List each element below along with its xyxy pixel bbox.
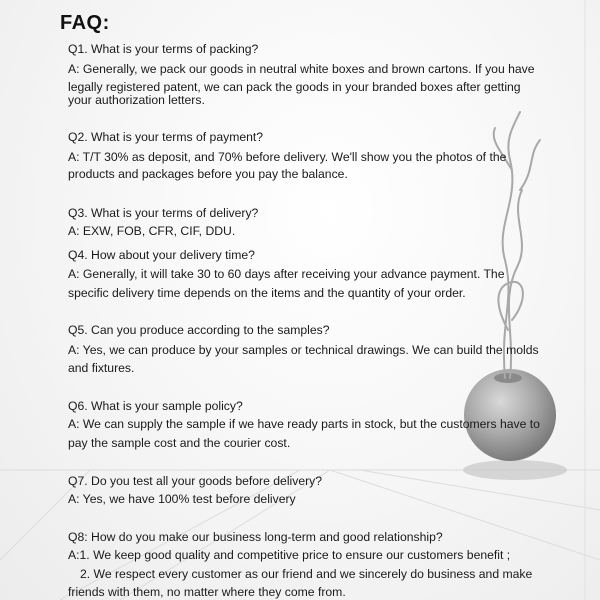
q2-answer-line-2: products and packages before you pay the balance. bbox=[68, 167, 348, 181]
q8-question: Q8: How do you make our business long-term and good relationship? bbox=[68, 530, 443, 544]
q2-question: Q2. What is your terms of payment? bbox=[68, 130, 264, 144]
q7-question: Q7. Do you test all your goods before delivery? bbox=[68, 474, 323, 488]
q3-answer-line-1: A: EXW, FOB, CFR, CIF, DDU. bbox=[68, 224, 236, 238]
q6-answer-line-1: A: We can supply the sample if we have ready parts in stock, but the customers have to bbox=[68, 417, 540, 431]
q7-answer-line-1: A: Yes, we have 100% test before delivery bbox=[68, 492, 296, 506]
q5-answer-line-1: A: Yes, we can produce by your samples or technical drawings. We can build the molds bbox=[68, 343, 539, 357]
q6-answer-line-2: pay the sample cost and the courier cost. bbox=[68, 436, 291, 450]
q4-answer-line-2: specific delivery time depends on the items and the quantity of your order. bbox=[68, 286, 466, 300]
q1-question: Q1. What is your terms of packing? bbox=[68, 42, 259, 56]
q4-answer-line-1: A: Generally, it will take 30 to 60 days after receiving your advance payment. The bbox=[68, 267, 505, 281]
q3-question: Q3. What is your terms of delivery? bbox=[68, 206, 259, 220]
q1-answer-line-3: your authorization letters. bbox=[68, 93, 205, 107]
q8-answer-line-1: A:1. We keep good quality and competitive price to ensure our customers benefit ; bbox=[68, 548, 511, 562]
q8-answer-line-2: 2. We respect every customer as our friend and we sincerely do business and make bbox=[80, 567, 533, 581]
q8-answer-line-3: friends with them, no matter where they come from. bbox=[68, 585, 346, 599]
q1-answer-line-2: legally registered patent, we can pack the goods in your branded boxes after getting bbox=[68, 80, 521, 94]
q2-answer-line-1: A: T/T 30% as deposit, and 70% before delivery. We'll show you the photos of the bbox=[68, 150, 507, 164]
q4-question: Q4. How about your delivery time? bbox=[68, 248, 255, 262]
q1-answer-line-1: A: Generally, we pack our goods in neutral white boxes and brown cartons. If you have bbox=[68, 62, 535, 76]
q5-answer-line-2: and fixtures. bbox=[68, 361, 135, 375]
q5-question: Q5. Can you produce according to the samples? bbox=[68, 323, 330, 337]
page-title: FAQ: bbox=[60, 12, 110, 34]
q6-question: Q6. What is your sample policy? bbox=[68, 399, 243, 413]
